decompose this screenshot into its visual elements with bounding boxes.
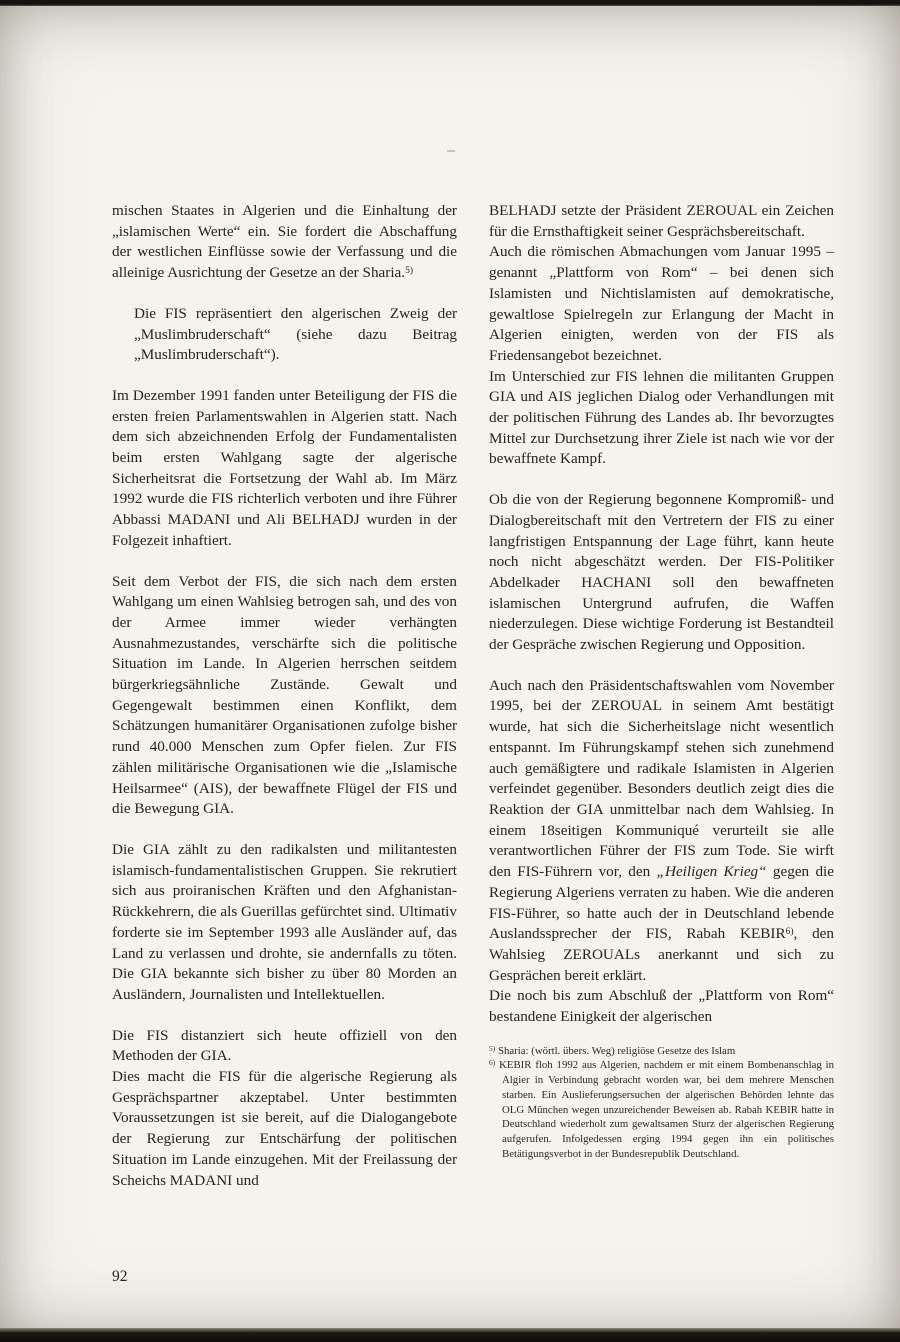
scan-edge-bottom: [0, 1328, 900, 1342]
text-segment: gegen die Regierung Algeriens verraten zu haben. Wie die anderen FIS-Führer, so hatte auch der in Deutschland lebende Auslandssprecher der FIS, Rabah KEBIR: [489, 863, 834, 943]
text-segment: Im Dezember 1991 fanden unter Beteiligung der FIS die ersten freien Parlamentswahlen in Algerien statt. Nach dem sich abzeichnenden Erfolg der Fundamentalisten beim ersten Wahlgang sagte der algerische Sicherheitsrat die Fortsetzung der Wahl ab. Im März 1992 wurde die FIS richterlich verboten und ihre Führer Abbassi MADANI und Ali BELHADJ wurden in der Folgezeit inhaftiert.: [112, 386, 457, 549]
text-segment: BELHADJ setzte der Präsident ZEROUAL ein Zeichen für die Ernsthaftigkeit seiner Gesprächsbereitschaft.: [489, 202, 834, 240]
text-column-right: [489, 201, 834, 1191]
scan-artifact: [447, 150, 455, 152]
paragraph: [112, 1026, 457, 1067]
paragraph: [112, 1067, 457, 1191]
text-segment: Die GIA zählt zu den radikalsten und militantesten islamisch-fundamentalistischen Gruppen. Sie rekrutiert sich aus proiranischen Kräften und den Afghanistan-Rückkehrern, die als Guerillas gefürchtet sind. Ultimativ forderte sie im September 1993 alle Ausländer auf, das Land zu verlassen und drohte, sie andernfalls zu töten. Die GIA bekannte sich bisher zu über 80 Morden an Ausländern, Journalisten und Intellektuellen.: [112, 840, 457, 1003]
paragraph: [489, 490, 834, 656]
text-columns: [112, 201, 834, 1191]
footnotes-section: [489, 1044, 834, 1162]
paragraph: [112, 572, 457, 820]
footnote-marker: 5): [489, 1043, 496, 1053]
text-column-left: [112, 201, 457, 1191]
paragraph: [489, 367, 834, 471]
paragraph: [112, 386, 457, 552]
text-segment: Auch nach den Präsidentschaftswahlen vom November 1995, bei der ZEROUAL in seinem Amt bestätigt wurde, hat sich die Sicherheitslage nicht wesentlich entspannt. Im Führungskampf stehen sich zunehmend auch gemäßigtere und radikale Islamisten in Algerien verfeindet gegenüber. Besonders deutlich zeigt dies die Reaktion der GIA unmittelbar nach dem Wahlsieg. In einem 18seitigen Kommuniqué verurteilt sie alle verantwortlichen Führer der FIS zum Tode. Sie wirft den FIS-Führern vor, den: [489, 676, 834, 881]
footnote-text: Sharia: (wörtl. übers. Weg) religiöse Gesetze des Islam: [495, 1044, 736, 1057]
text-segment: Dies macht die FIS für die algerische Regierung als Gesprächspartner akzeptabel. Unter bestimmten Voraussetzungen ist sie bereit, auf die Dialogangebote der Regierung zur Entschärfung der politischen Situation im Lande einzugehen. Mit der Freilassung der Scheichs MADANI und: [112, 1068, 457, 1189]
text-segment: , den Wahlsieg ZEROUALs anerkannt und sich zu Gesprächen bereit erklärt.: [489, 925, 835, 984]
text-segment: Ob die von der Regierung begonnene Kompromiß- und Dialogbereitschaft mit den Vertretern der FIS zu einer langfristigen Entspannung der Lage führt, kann heute noch nicht abgeschätzt werden. Der FIS-Politiker Abdelkader HACHANI soll den bewaffneten islamischen Untergrund aufrufen, die Waffen niederzulegen. Diese wichtige Forderung ist Bestandteil der Gespräche zwischen Regierung und Opposition.: [489, 491, 834, 654]
footnote: [489, 1044, 834, 1059]
page-number: 92: [112, 1268, 128, 1285]
scan-edge-top: [0, 0, 900, 6]
text-segment: Die FIS distanziert sich heute offiziell von den Methoden der GIA.: [112, 1026, 457, 1065]
text-segment: Die FIS repräsentiert den algerischen Zweig der „Muslimbruderschaft“ (siehe dazu Beitrag „Muslimbruderschaft“).: [134, 304, 457, 364]
paragraph: [489, 986, 834, 1027]
paragraph: [489, 676, 834, 987]
footnote-ref: 5): [405, 265, 414, 276]
paragraph: [112, 201, 457, 284]
footnote: [489, 1058, 834, 1161]
footnote-text: KEBIR floh 1992 aus Algerien, nachdem er mit einem Bombenanschlag in Algier in Verbindung gebracht worden war, bei dem mehrere Menschen starben. Ein Auslieferungsersuchen der algerischen Behörden lehnte das OLG München wegen unzureichender Beweisen ab. Rabah KEBIR hatte in Deutschland wiederholt zum gewaltsamen Sturz der algerischen Regierung aufgerufen. Infolgedessen erging 1994 gegen ihn ein politisches Betätigungsverbot in der Bundesrepublik Deutschland.: [495, 1059, 834, 1160]
right-column-body: [489, 201, 834, 1028]
paragraph: [489, 242, 834, 366]
footnote-ref: 6): [785, 926, 794, 937]
text-segment: Im Unterschied zur FIS lehnen die militanten Gruppen GIA und AIS jeglichen Dialog oder Verhandlungen mit der politischen Führung des Landes ab. Ihr bevorzugtes Mittel zur Durchsetzung ihrer Ziele ist nach wie vor der bewaffnete Kampf.: [489, 367, 834, 468]
text-segment: Auch die römischen Abmachungen vom Januar 1995 – genannt „Plattform von Rom“ – bei denen sich Islamisten und Nichtislamisten auf demokratische, gewaltlose Spielregeln zur Erlangung der Macht in Algerien einigten, werden von der FIS als Friedensangebot bezeichnet.: [489, 243, 834, 364]
text-segment: Die noch bis zum Abschluß der „Plattform von Rom“ bestandene Einigkeit der algerischen: [489, 987, 834, 1026]
paragraph: [112, 304, 457, 366]
paragraph: [489, 201, 834, 242]
text-segment: „Heiligen Krieg“: [656, 863, 767, 881]
text-segment: Seit dem Verbot der FIS, die sich nach dem ersten Wahlgang um einen Wahlsieg betrogen sah, und des von der Armee immer wieder verhängten Ausnahmezustandes, verschärfte sich die politische Situation im Lande. In Algerien herrschen seitdem bürgerkriegsähnliche Zustände. Gewalt und Gegengewalt bestimmen einen Konflikt, dem Schätzungen humanitärer Organisationen zufolge bisher rund 40.000 Menschen zum Opfer fielen. Zur FIS zählen militärische Organisationen wie die „Islamische Heilsarmee“ (AIS), der bewaffnete Flügel der FIS und die Bewegung GIA.: [112, 572, 457, 818]
footnote-marker: 6): [489, 1058, 496, 1068]
text-segment: mischen Staates in Algerien und die Einhaltung der „islamischen Werte“ ein. Sie fordert die Abschaffung der westlichen Einflüsse sowie der Verfassung und die alleinige Ausrichtung der Gesetze an der Sharia.: [112, 202, 457, 282]
paragraph: [112, 840, 457, 1006]
